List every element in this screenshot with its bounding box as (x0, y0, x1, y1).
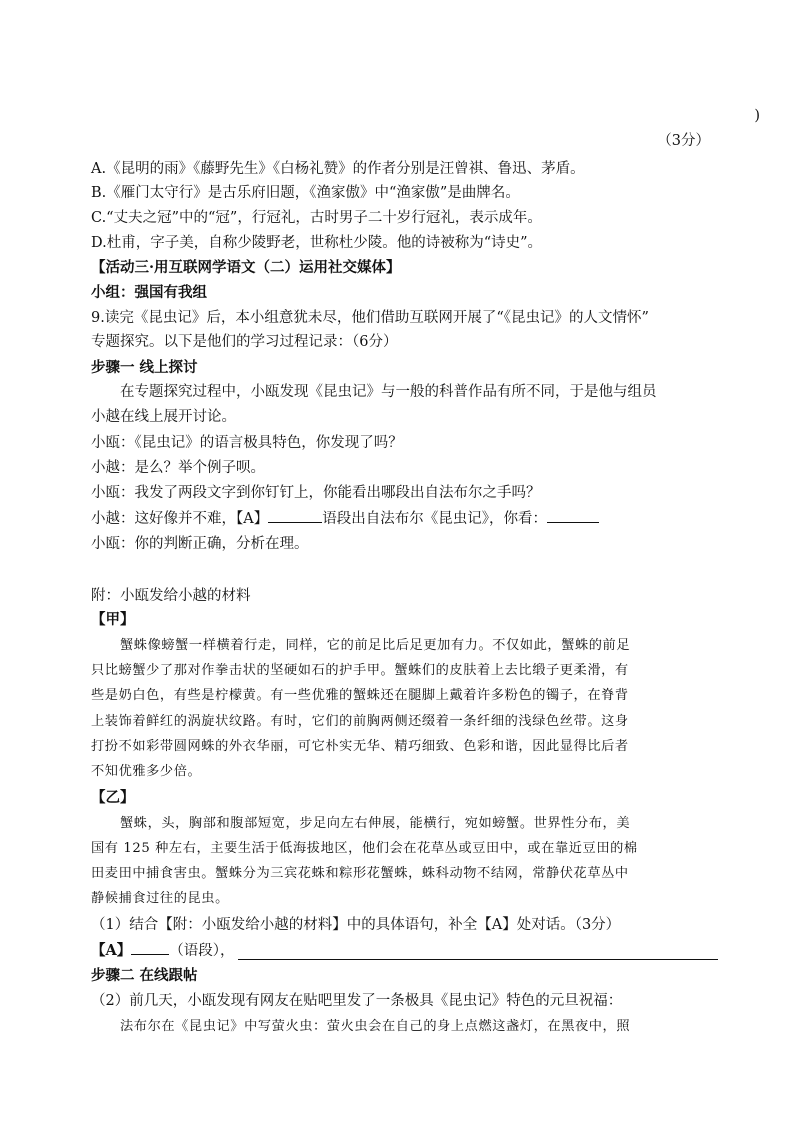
answer-prefix: 【A】 (91, 942, 132, 959)
attachment-title: 附：小瓯发给小越的材料 (91, 588, 251, 604)
q8-option-d: D.杜甫，字子美，自称少陵野老，世称杜少陵。他的诗被称为“诗史”。 (91, 235, 543, 251)
dialogue-blank-prefix: 小越：这好像并不难，【A】 (91, 511, 269, 527)
passage-jia-line: 上装饰着鲜红的涡旋状纹路。有时，它们的前胸两侧还缀着一条纤细的浅绿色丝带。这身 (91, 714, 629, 729)
answer-blank-quote[interactable] (547, 506, 599, 523)
q9-stem-line2: 专题探究。以下是他们的学习过程记录：（6分） (91, 334, 398, 350)
passage-jia-line: 只比螃蟹少了那对作拳击状的坚硬如石的护手甲。蟹蛛们的皮肤着上去比缎子更柔滑，有 (91, 663, 629, 678)
passage-yi-label: 【乙】 (91, 789, 135, 806)
dialogue-blank-mid: 语段出自法布尔《昆虫记》，你看： (322, 511, 547, 527)
q8-score: （3分） (657, 133, 710, 149)
passage-jia-label: 【甲】 (91, 611, 135, 628)
intro-line2: 小越在线上展开讨论。 (91, 409, 236, 425)
sub-question-2: （2）前几天，小瓯发现有网友在贴吧里发了一条极具《昆虫记》特色的元旦祝福： (91, 993, 623, 1009)
answer-blank-passage[interactable] (131, 938, 169, 955)
dialogue-line: 小瓯：我发了两段文字到你钉钉上，你能看出哪段出自法布尔之手吗？ (91, 485, 541, 501)
top-paren: ) (754, 108, 760, 124)
q8-option-a: A.《昆明的雨》《藤野先生》《白杨礼赞》的作者分别是汪曾祺、鲁迅、茅盾。 (91, 161, 585, 177)
dialogue-line: 小瓯：《昆虫记》的语言极具特色，你发现了吗？ (91, 435, 403, 451)
passage-jia-line: 蟹蛛像螃蟹一样横着行走，同样，它的前足比后足更加有力。不仅如此，蟹蛛的前足 (120, 638, 631, 653)
quote-line: 法布尔在《昆虫记》中写萤火虫：萤火虫会在自己的身上点燃这盏灯，在黑夜中，照 (120, 1019, 631, 1034)
dialogue-line: 小瓯：你的判断正确，分析在理。 (91, 536, 309, 552)
step2-heading: 步骤二 在线跟帖 (91, 967, 198, 984)
passage-jia-line: 不知优雅多少倍。 (91, 764, 202, 779)
passage-jia-line: 打扮不如彩带圆网蛛的外衣华丽，可它朴实无华、精巧细致、色彩和谐，因此显得比后者 (91, 739, 629, 754)
group-name: 小组：强国有我组 (91, 284, 207, 301)
answer-mid: （语段）， (169, 943, 235, 959)
intro-line1: 在专题探究过程中，小瓯发现《昆虫记》与一般的科普作品有所不同，于是他与组员 (120, 384, 657, 400)
passage-yi-line: 蟹蛛，头，胸部和腹部短宽，步足向左右伸展，能横行，宛如螃蟹。世界性分布，美 (120, 816, 631, 831)
step1-heading: 步骤一 线上探讨 (91, 359, 198, 376)
q8-option-b: B.《雁门太守行》是古乐府旧题，《渔家傲》中“渔家傲”是曲牌名。 (91, 185, 520, 201)
q8-option-c: C.“丈夫之冠”中的“冠”，行冠礼，古时男子二十岁行冠礼，表示成年。 (91, 210, 542, 226)
passage-yi-line: 田麦田中捕食害虫。蟹蛛分为三宾花蛛和粽形花蟹蛛，蛛科动物不结网，常静伏花草丛中 (91, 866, 629, 881)
dialogue-line: 小越：是么？举个例子呗。 (91, 460, 265, 476)
q9-stem-line1: 9.读完《昆虫记》后，本小组意犹未尽，他们借助互联网开展了“《昆虫记》的人文情怀” (91, 310, 649, 326)
activity-title: 【活动三·用互联网学语文（二）运用社交媒体】 (91, 259, 401, 276)
passage-yi-line: 国有 125 种左右，主要生活于低海拔地区，他们会在花草丛或豆田中，或在靠近豆田的棉 (91, 841, 638, 856)
answer-blank-a[interactable] (268, 506, 322, 523)
passage-yi-line: 静候捕食过往的昆虫。 (91, 891, 229, 906)
dialogue-blank-line (91, 506, 721, 531)
sub-question-1: （1）结合【附：小瓯发给小越的材料】中的具体语句，补全【A】处对话。（3分） (91, 917, 621, 933)
answer-blank-long[interactable] (238, 959, 718, 960)
passage-jia-line: 些是奶白色，有些是柠檬黄。有一些优雅的蟹蛛还在腿脚上戴着许多粉色的镯子，在脊背 (91, 688, 629, 703)
